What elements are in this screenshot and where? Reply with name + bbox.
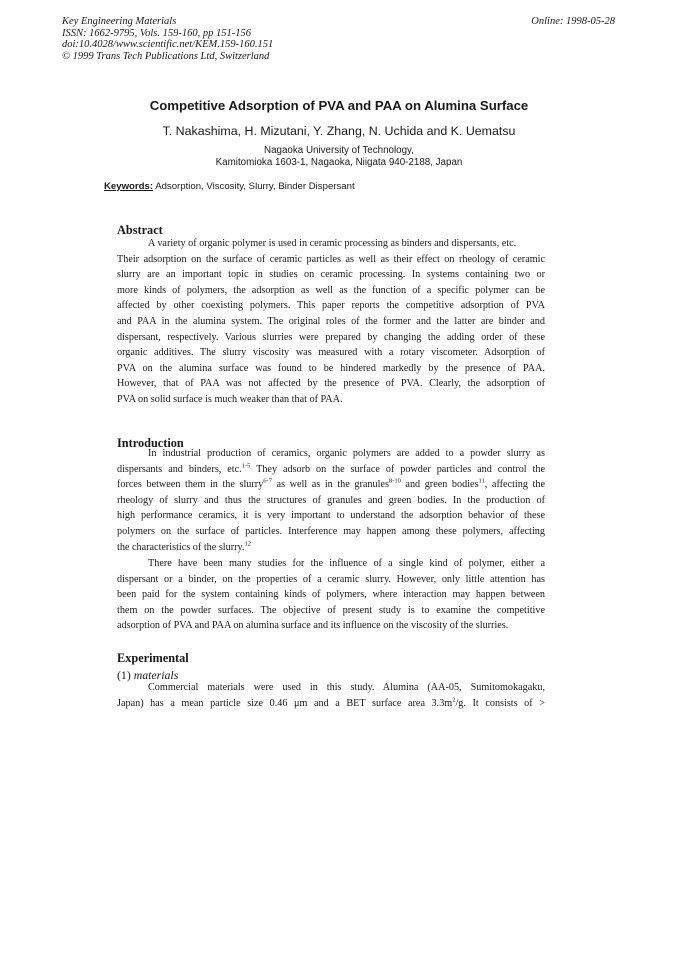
citation-ref: 1-5 [241,462,251,470]
text-line: adsorption of PVA and PAA on alumina surface and its influence on the viscosity of the slurries. [117,620,509,632]
text-run: and green bodies [400,479,479,491]
abstract-heading: Abstract [117,223,163,237]
paper-title: Competitive Adsorption of PVA and PAA on Alumina Surface [149,98,529,113]
text-line: In industrial production of ceramics, organic polymers are added to a powder slurry as [148,448,545,459]
text-line: slurry are an important topic in studies on ceramic processing. In systems containing two or [117,269,545,281]
text-line: dispersant or a binder, on the properties of a ceramic slurry. However, only little attention has [117,573,545,585]
text-line: There have been many studies for the influence of a single kind of polymer, either a [148,558,545,569]
introduction-paragraph-1 [117,446,545,555]
text-line: dispersant, respectively. Various slurries were prepared by changing the adding order of these [117,331,545,343]
text-line [117,477,545,493]
text-line: been paid for the system containing kinds of polymers, where interaction may happen between [117,589,545,601]
text-line: polymers on the surface of particles. Interference may happen among these polymers, affecting [117,525,545,537]
text-line: affected by other coexisting polymers. This paper reports the competitive adsorption of PVA [117,300,545,312]
affiliation-line: Nagaoka University of Technology, [264,145,414,156]
affiliation-line: Kamitomioka 1603-1, Nagaoka, Niigata 940-2188, Japan [215,157,463,168]
text-line: them on the powder surfaces. The objective of present study is to examine the competitive [117,604,545,616]
text-line [117,696,545,712]
text-run: They adsorb on the surface of powder particles and control the [250,463,545,475]
keywords-label: Keywords: [104,181,154,192]
text-run: as well as in the granules [271,479,389,491]
subsection-number: (1) [117,668,131,682]
text-run: the characteristics of the slurry. [117,541,245,553]
text-line: organic additives. The slurry viscosity was measured with a rotary viscometer. Adsorption of [117,347,545,359]
introduction-heading: Introduction [117,436,184,450]
text-line: more kinds of polymers, the adsorption as well as the function of a specific polymer can be [117,284,545,296]
text-line: PVA on the alumina surface was found to be hindered markedly by the presence of PAA. [117,362,545,374]
experimental-heading: Experimental [117,651,189,665]
text-run: dispersants and binders, etc. [117,463,242,475]
doi-line: doi:10.4028/www.scientific.net/KEM.159-160.151 [62,39,274,50]
text-line: However, that of PAA was not affected by the presence of PVA. Clearly, the adsorption of [117,378,545,390]
citation-ref: 12 [244,540,251,548]
keywords-text: Adsorption, Viscosity, Slurry, Binder Dispersant [155,181,355,192]
text-line: rheology of slurry and thus the structures of granules and green bodies. In the production of [117,494,545,506]
keywords [104,181,355,192]
citation-ref: 6-7 [263,477,272,485]
affiliation [0,145,678,169]
text-line: high performance ceramics, it is very important to understand the adsorption behavior of these [117,510,545,522]
journal-name: Key Engineering Materials [62,16,177,27]
author-list: T. Nakashima, H. Mizutani, Y. Zhang, N. Uchida and K. Uematsu [162,124,516,138]
text-line: Commercial materials were used in this study. Alumina (AA-05, Sumitomokagaku, [148,682,545,693]
online-date: Online: 1998-05-28 [531,16,615,27]
citation-ref: 11 [478,477,485,485]
copyright-line: © 1999 Trans Tech Publications Ltd, Switzerland [62,50,270,62]
superscript: 2 [452,696,456,704]
materials-paragraph [117,680,545,711]
abstract-body [117,236,545,408]
introduction-paragraph-2 [117,556,545,634]
text-line [117,462,545,478]
text-line [117,540,545,556]
subsection-title: materials [133,668,179,682]
text-line: and PAA in the alumina system. The original roles of the former and the latter are binder and [117,315,545,327]
issn-line: ISSN: 1662-9795, Vols. 159-160, pp 151-156 [62,27,251,39]
citation-ref: 8-10 [388,477,401,485]
journal-header [62,16,273,62]
text-line: Their adsorption on the surface of ceramic particles as well as their effect on rheology of ceramic [117,253,545,265]
text-run: Japan) has a mean particle size 0.46 μm and a BET surface area 3.3m [117,697,453,709]
text-run: forces between them in the slurry [117,479,264,491]
text-run: /g. It consists of > [455,697,545,709]
text-line: PVA on solid surface is much weaker than that of PAA. [117,393,343,405]
text-line: A variety of organic polymer is used in ceramic processing as binders and dispersants, etc. [148,238,517,249]
text-run: , affecting the [484,479,545,491]
